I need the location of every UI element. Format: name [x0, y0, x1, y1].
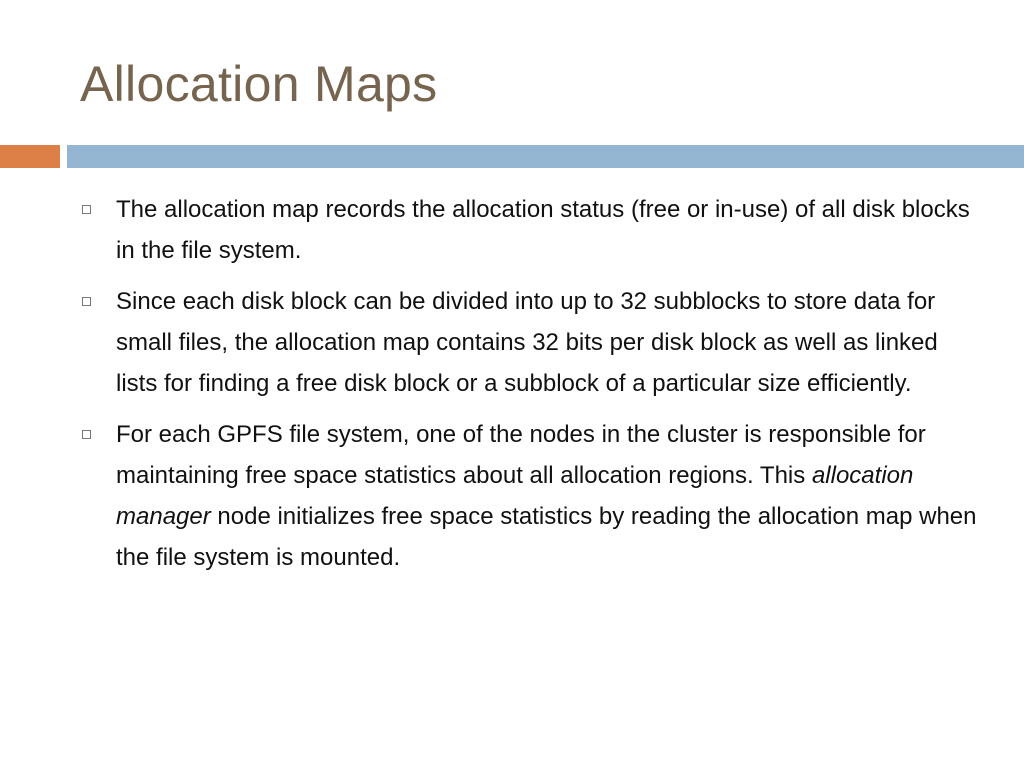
bullet-item [0, 414, 1024, 578]
bullet-item [0, 281, 1024, 404]
bullet-list [0, 189, 1024, 588]
bullet-text: The allocation map records the allocation status (free or in-use) of all disk blocks in the file system. [116, 196, 970, 264]
slide-title: Allocation Maps [80, 56, 438, 112]
bullet-text-before: For each GPFS file system, one of the nodes in the cluster is responsible for maintaining free space statistics about all allocation regions. This [116, 421, 926, 489]
square-bullet-icon [82, 205, 91, 214]
bullet-text-italic-term: allocation manager [116, 462, 914, 530]
bullet-text [116, 414, 978, 578]
bullet-text: Since each disk block can be divided into up to 32 subblocks to store data for small files, the allocation map contains 32 bits per disk block as well as linked lists for finding a free disk block or a subblock of a particular size efficiently. [116, 288, 938, 397]
title-rule-accent-blue [67, 145, 1024, 168]
square-bullet-icon [82, 297, 91, 306]
title-rule-accent-orange [0, 145, 60, 168]
square-bullet-icon [82, 430, 91, 439]
bullet-text-after: node initializes free space statistics by reading the allocation map when the file system is mounted. [116, 503, 977, 571]
bullet-item [0, 189, 1024, 271]
